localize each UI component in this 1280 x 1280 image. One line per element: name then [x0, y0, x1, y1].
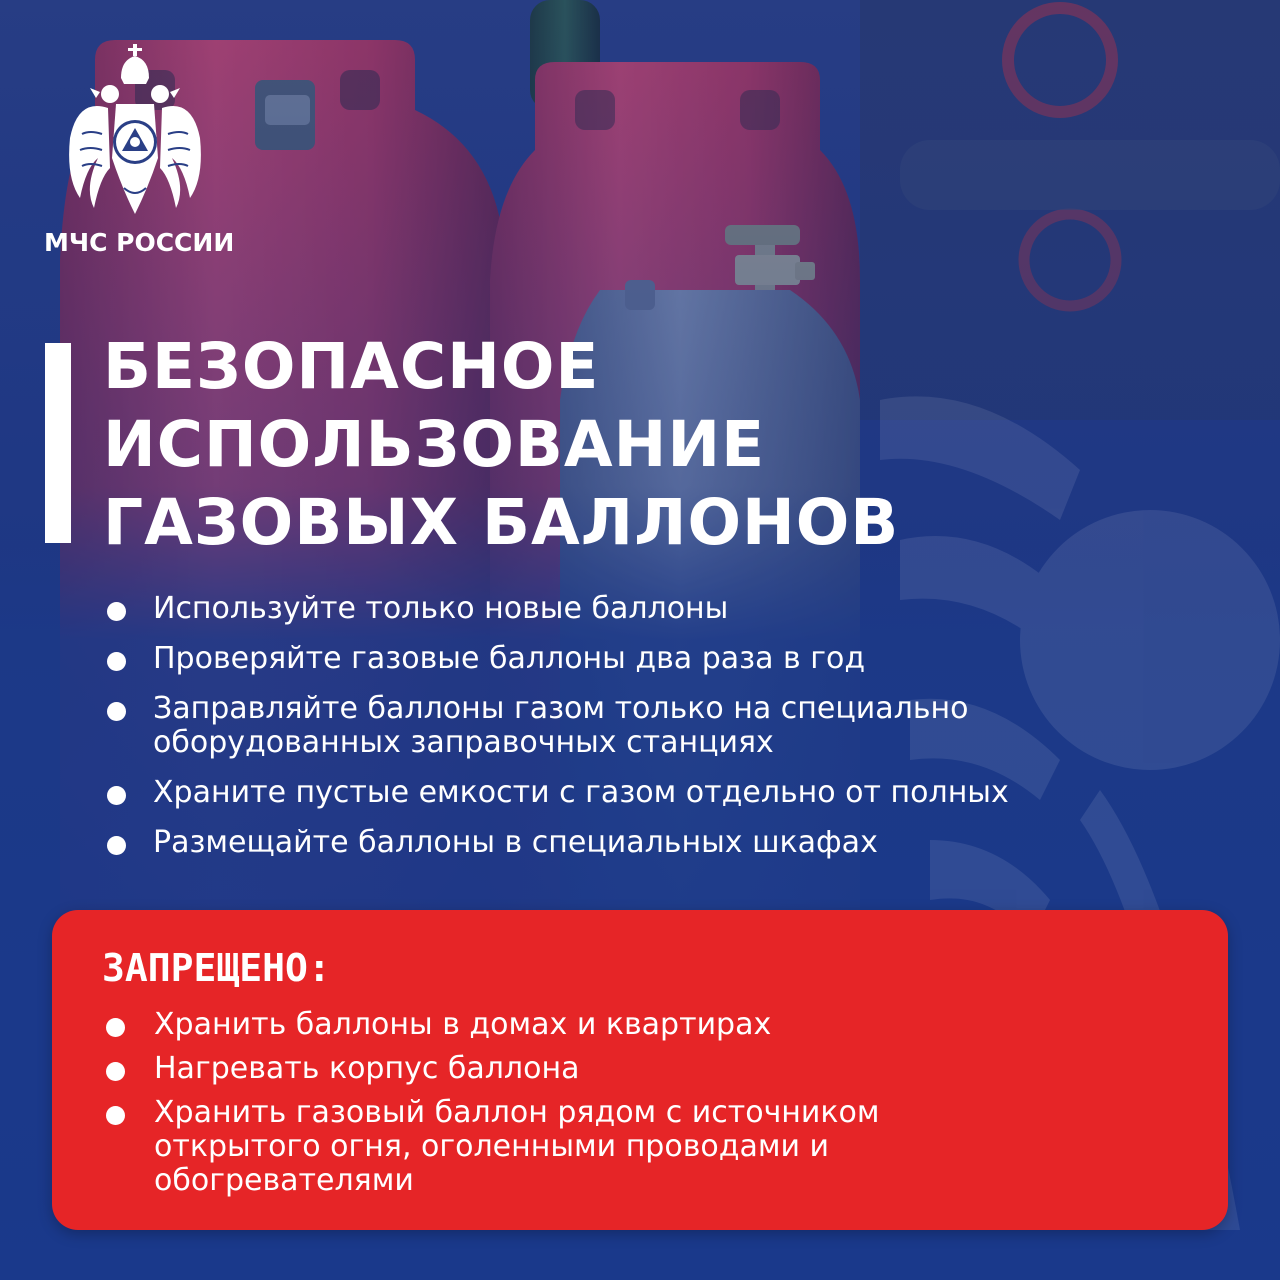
list-item [102, 1052, 1182, 1086]
list-item [103, 826, 1223, 860]
list-item [102, 1096, 914, 1198]
list-item [103, 642, 1223, 676]
bullet-icon [107, 836, 126, 855]
list-item-text: Храните пустые емкости с газом отдельно от полных [153, 775, 1009, 810]
title-line: ГАЗОВЫХ БАЛЛОНОВ [103, 486, 900, 559]
list-item [103, 776, 1223, 810]
list-item-text: Хранить баллоны в домах и квартирах [154, 1007, 772, 1042]
list-item-text: Нагревать корпус баллона [154, 1051, 580, 1086]
list-item [102, 1008, 1182, 1042]
title-line: БЕЗОПАСНОЕ [103, 330, 600, 403]
safety-tips-list [103, 592, 1223, 876]
prohibited-title: ЗАПРЕЩЕНО: [102, 946, 331, 990]
bullet-icon [107, 786, 126, 805]
list-item-text: Используйте только новые баллоны [153, 591, 729, 626]
brand-name: МЧС РОССИИ [44, 228, 235, 257]
list-item [103, 692, 1053, 760]
prohibited-list [102, 1008, 1182, 1208]
page-title [103, 328, 1203, 562]
list-item-text: Заправляйте баллоны газом только на специально оборудованных заправочных станциях [153, 691, 969, 760]
bullet-icon [107, 652, 126, 671]
title-line: ИСПОЛЬЗОВАНИЕ [103, 408, 766, 481]
bullet-icon [106, 1018, 125, 1037]
title-accent-bar [45, 343, 71, 543]
list-item-text: Размещайте баллоны в специальных шкафах [153, 825, 878, 860]
bullet-icon [107, 702, 126, 721]
bullet-icon [106, 1106, 125, 1125]
prohibited-panel [52, 910, 1228, 1230]
bullet-icon [106, 1062, 125, 1081]
list-item-text: Проверяйте газовые баллоны два раза в год [153, 641, 866, 676]
list-item-text: Хранить газовый баллон рядом с источником открытого огня, оголенными проводами и обогревателями [154, 1095, 880, 1198]
bullet-icon [107, 602, 126, 621]
list-item [103, 592, 1223, 626]
